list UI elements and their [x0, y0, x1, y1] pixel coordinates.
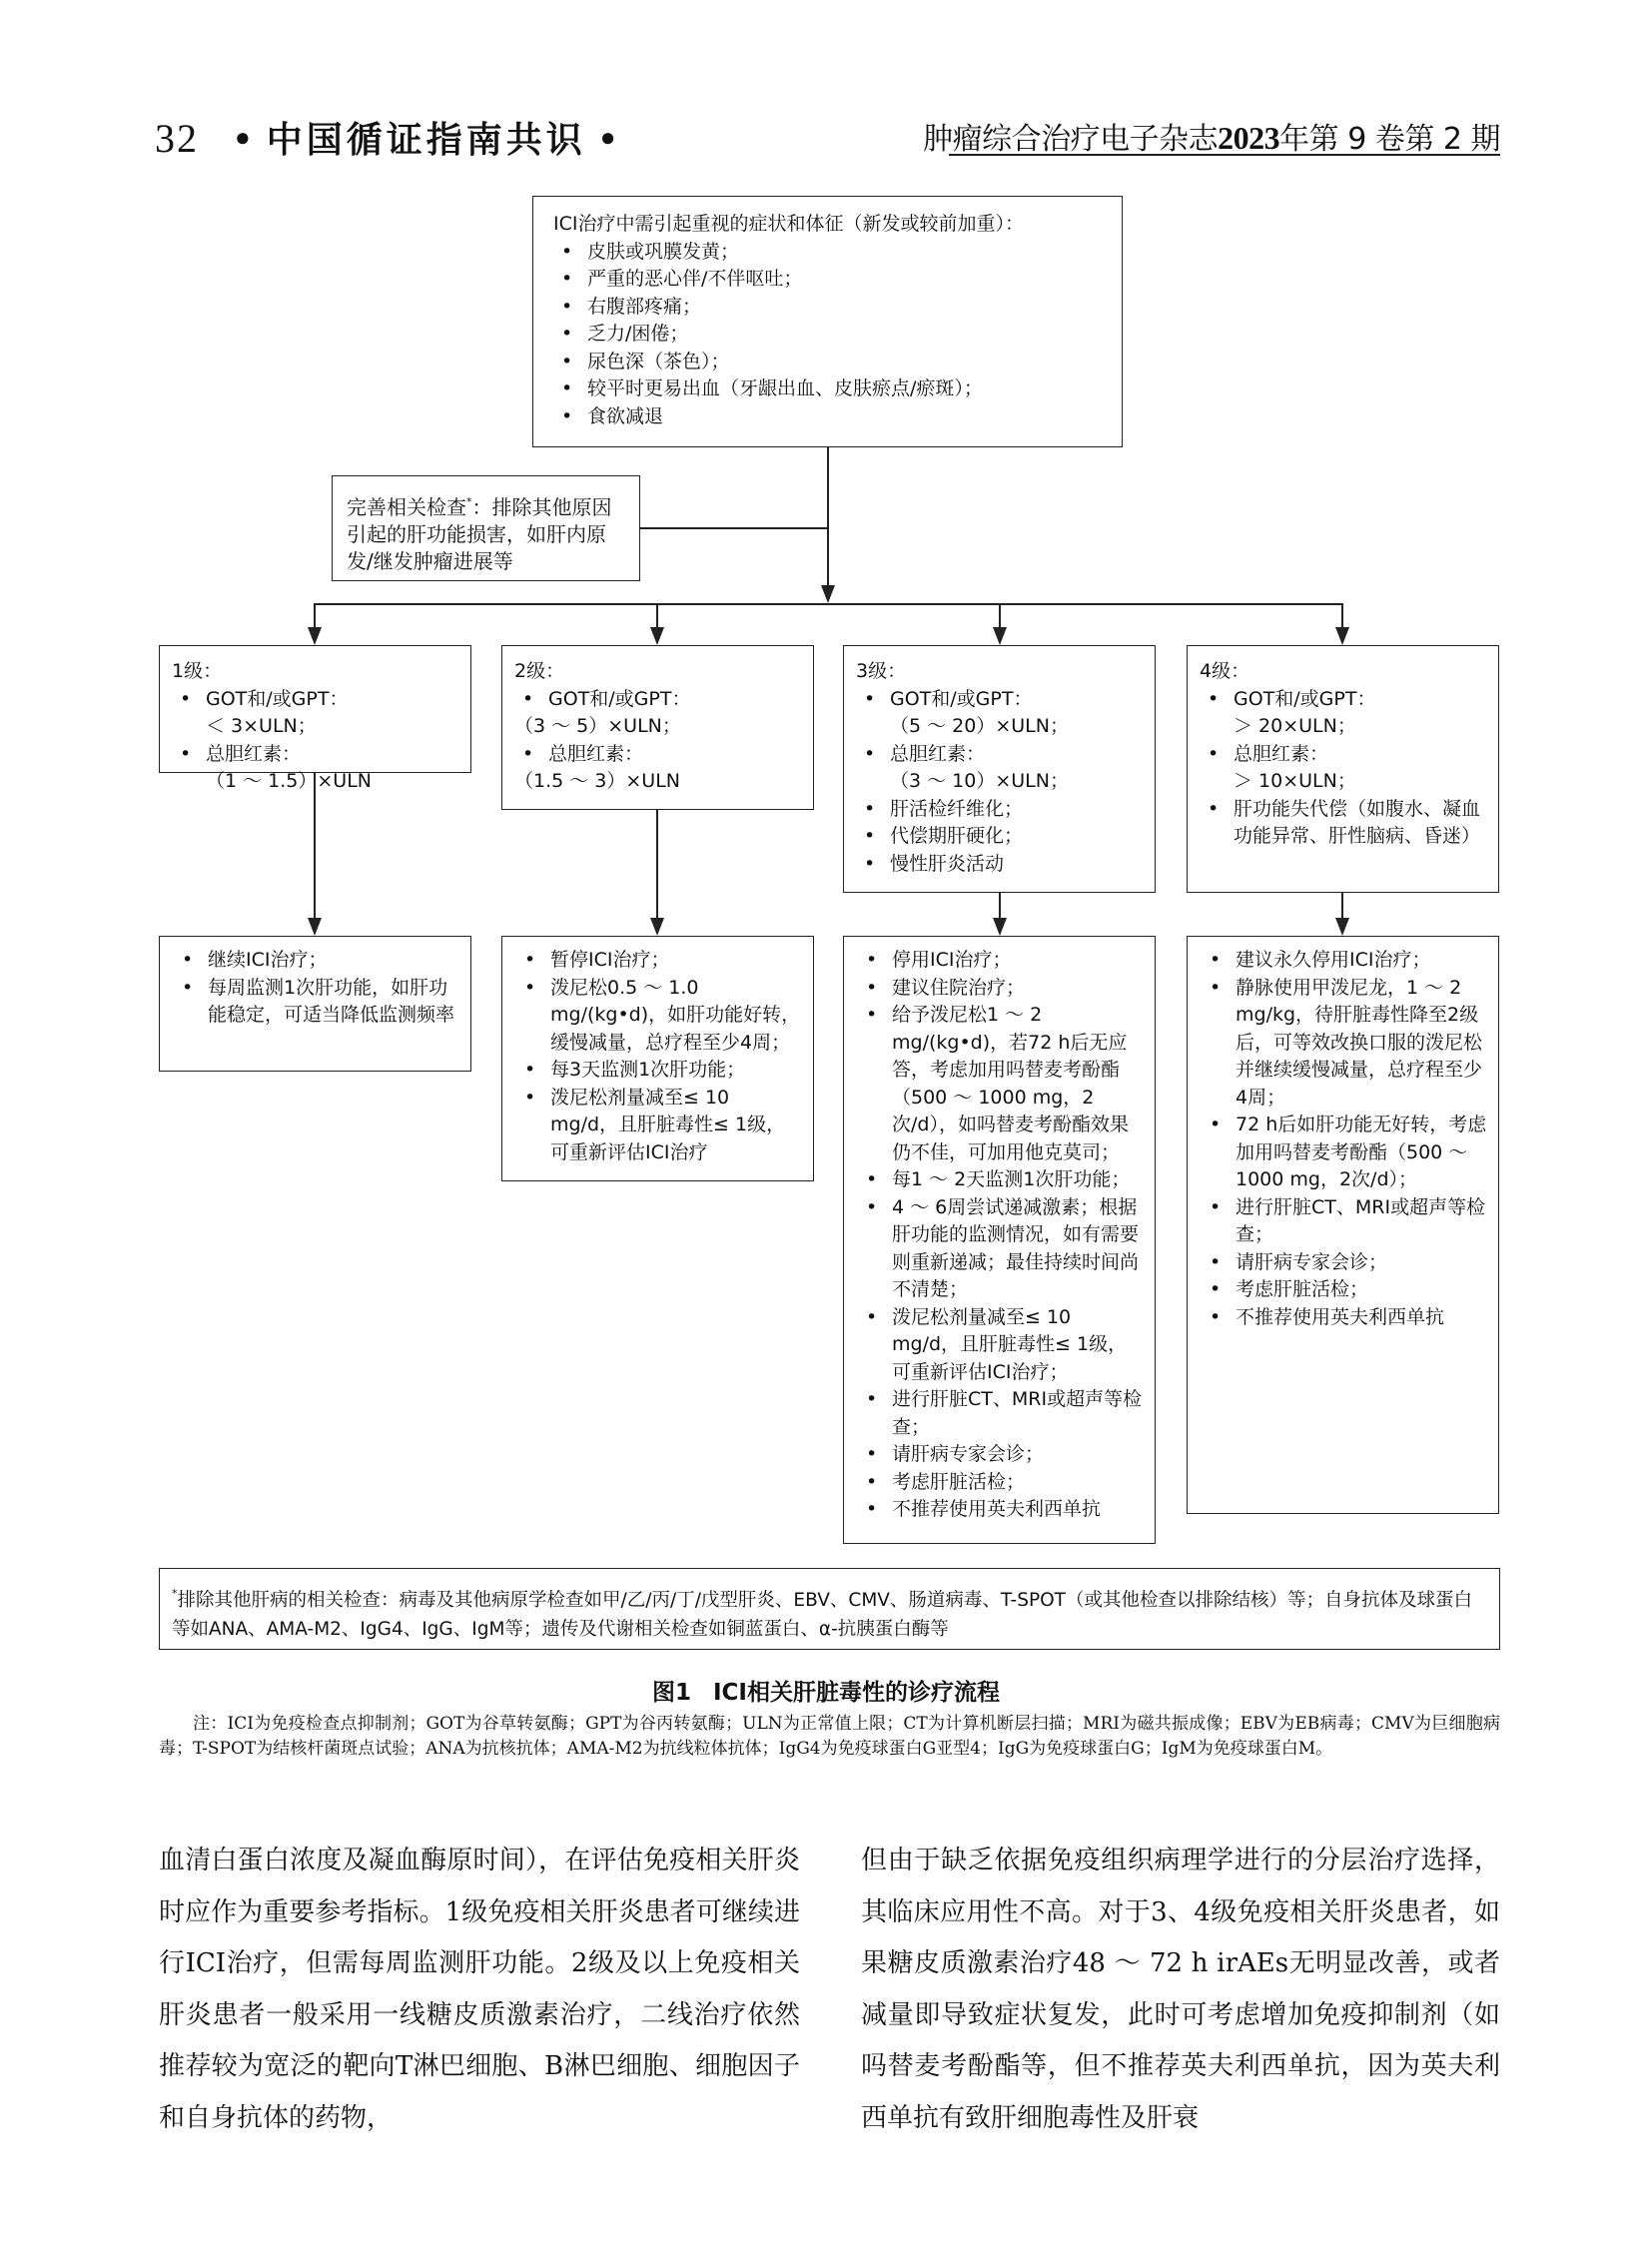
grade-title: 2级： [514, 660, 565, 682]
arrow-down-icon [993, 627, 1007, 645]
management-item: • 考虑肝脏活检； [858, 1469, 1145, 1497]
connector-line [656, 603, 658, 628]
management-item: • 进行肝脏CT、MRI或超声等检查； [858, 1386, 1145, 1441]
grade-2-box [501, 645, 814, 810]
grade-criterion: • 总胆红素： [856, 741, 1145, 769]
connector-line [999, 603, 1001, 628]
figure-label: 图1 [651, 1680, 691, 1706]
figure-title: ICI相关肝脏毒性的诊疗流程 [713, 1680, 1000, 1706]
section-title: 中国循证指南共识 [266, 120, 586, 161]
footnote-marker: * [172, 1587, 178, 1600]
running-header-right [923, 114, 1500, 158]
grade-criterion: • 肝活检纤维化； [856, 796, 1145, 824]
management-item: • 停用ICI治疗； [858, 947, 1145, 975]
grade-criterion: • 总胆红素： [1200, 741, 1488, 769]
management-item: • 给予泼尼松1 ～ 2 mg/(kg•d)，若72 h后无应答，考虑加用吗替麦考酚酯（500 ～ 1000 mg，2次/d），如吗替麦考酚酯效果仍不佳，可加用他克莫司； [858, 1002, 1145, 1166]
footnote-text: 排除其他肝病的相关检查：病毒及其他病原学检查如甲/乙/丙/丁/戊型肝炎、EBV、CMV、肠道病毒、T-SPOT（或其他检查以排除结核）等；自身抗体及球蛋白等如ANA、AMA-M2、IgG4、IgG、IgM等；遗传及代谢相关检查如铜蓝蛋白、α-抗胰蛋白酶等 [172, 1590, 1472, 1640]
arrow-down-icon [821, 585, 835, 603]
symptom-item: • 食欲减退 [553, 403, 1102, 431]
arrow-down-icon [1335, 918, 1349, 936]
grade-criterion-value: （3 ～ 5）×ULN； [514, 715, 681, 737]
running-header-left [155, 112, 631, 163]
grade-criterion-value: （5 ～ 20）×ULN； [890, 715, 1069, 737]
bullet-dot-icon: ● [235, 123, 253, 152]
journal-name: 肿瘤综合治疗电子杂志 [923, 122, 1219, 157]
symptom-item: • 尿色深（茶色）； [553, 349, 1102, 376]
grade-criterion: • 肝功能失代偿（如腹水、凝血功能异常、肝性脑病、昏迷） [1200, 796, 1488, 851]
management-item: • 暂停ICI治疗； [516, 947, 803, 975]
journal-volume-issue: 年第 9 卷第 2 期 [1279, 122, 1500, 157]
figure-caption [0, 1674, 1652, 1707]
grade-1-management-box [159, 936, 471, 1072]
grade-criterion-value: （1 ～ 1.5）×ULN [206, 770, 373, 792]
management-item: • 每周监测1次肝功能，如肝功能稳定，可适当降低监测频率 [174, 975, 460, 1030]
symptoms-box [532, 196, 1123, 447]
arrow-down-icon [308, 627, 322, 645]
management-item: • 每1 ～ 2天监测1次肝功能； [858, 1166, 1145, 1194]
body-text-left-column: 血清白蛋白浓度及凝血酶原时间），在评估免疫相关肝炎时应作为重要参考指标。1级免疫相关肝炎患者可继续进行ICI治疗，但需每周监测肝功能。2级及以上免疫相关肝炎患者一般采用一线糖皮质激素治疗，二线治疗依然推荐较为宽泛的靶向T淋巴细胞、B淋巴细胞、细胞因子和自身抗体的药物， [159, 1846, 800, 2133]
management-item: • 请肝病专家会诊； [1202, 1249, 1488, 1277]
management-item: • 72 h后如肝功能无好转，考虑加用吗替麦考酚酯（500 ～ 1000 mg，2次/d）； [1202, 1112, 1488, 1194]
grade-criterion-value: （3 ～ 10）×ULN； [890, 770, 1069, 792]
grade-4-box [1187, 645, 1499, 893]
management-item: • 不推荐使用英夫利西单抗 [858, 1496, 1145, 1524]
grade-4-management-box [1187, 936, 1499, 1514]
symptom-item: • 右腹部疼痛； [553, 294, 1102, 322]
grade-criterion-value: ＞ 10×ULN； [1234, 770, 1356, 792]
management-item: • 考虑肝脏活检； [1202, 1276, 1488, 1304]
management-item: • 每3天监测1次肝功能； [516, 1057, 803, 1085]
connector-line [656, 810, 658, 919]
body-text-right-column: 但由于缺乏依据免疫组织病理学进行的分层治疗选择，其临床应用性不高。对于3、4级免疫相关肝炎患者，如果糖皮质激素治疗48 ～ 72 h irAEs无明显改善，或者减量即导致症状复发，此时可考虑增加免疫抑制剂（如吗替麦考酚酯等，但不推荐英夫利西单抗，因为英夫利西单抗有致肝细胞毒性及肝衰 [861, 1846, 1500, 2133]
arrow-down-icon [650, 918, 664, 936]
connector-line [314, 603, 1343, 605]
grade-criterion-value: ＜ 3×ULN； [206, 715, 317, 737]
header-rule [949, 154, 1500, 156]
grade-criterion: • 总胆红素： [172, 741, 460, 769]
grade-1-box [159, 645, 471, 792]
journal-year: 2023 [1218, 120, 1280, 156]
symptom-item: • 乏力/困倦； [553, 321, 1102, 349]
management-item: • 建议住院治疗； [858, 975, 1145, 1003]
grade-criterion: • 代偿期肝硬化； [856, 823, 1145, 851]
connector-line [1341, 893, 1343, 919]
connector-line [827, 447, 829, 586]
symptom-item: • 严重的恶心伴/不伴呕吐； [553, 266, 1102, 294]
management-item: • 泼尼松0.5 ～ 1.0 mg/(kg•d)，如肝功能好转，缓慢减量，总疗程至少4周； [516, 975, 803, 1058]
page-number: 32 [155, 116, 199, 161]
management-item: • 静脉使用甲泼尼龙，1 ～ 2 mg/kg，待肝脏毒性降至2级后，可等效改换口服的泼尼松并继续缓慢减量，总疗程至少4周； [1202, 975, 1488, 1113]
workup-text: 完善相关检查 [347, 495, 466, 519]
connector-line [314, 603, 316, 628]
grade-criterion-value: （1.5 ～ 3）×ULN [514, 770, 681, 792]
grade-3-box [843, 645, 1156, 893]
arrow-down-icon [308, 918, 322, 936]
symptoms-title: ICI治疗中需引起重视的症状和体征（新发或较前加重）： [553, 213, 1024, 235]
grade-title: 4级： [1200, 660, 1250, 682]
management-item: • 继续ICI治疗； [174, 947, 460, 975]
footnote-marker: * [466, 495, 472, 508]
symptom-item: • 皮肤或巩膜发黄； [553, 239, 1102, 267]
grade-criterion: • GOT和/或GPT： [172, 686, 460, 714]
grade-criterion: • GOT和/或GPT： [1200, 686, 1488, 714]
grade-2-management-box [501, 936, 814, 1181]
bullet-dot-icon: ● [599, 123, 618, 152]
workup-box [332, 475, 640, 581]
management-item: • 进行肝脏CT、MRI或超声等检查； [1202, 1194, 1488, 1249]
symptom-item: • 较平时更易出血（牙龈出血、皮肤瘀点/瘀斑）； [553, 375, 1102, 403]
grade-criterion: • 慢性肝炎活动 [856, 851, 1145, 879]
grade-criterion: • GOT和/或GPT： [514, 686, 803, 714]
workup-text-rest: ：排除其他原因引起的肝功能损害，如肝内原发/继发肿瘤进展等 [347, 495, 612, 573]
arrow-down-icon [993, 918, 1007, 936]
arrow-down-icon [650, 627, 664, 645]
grade-criterion: • 总胆红素： [514, 741, 803, 769]
management-item: • 泼尼松剂量减至≤ 10 mg/d，且肝脏毒性≤ 1级，可重新评估ICI治疗 [516, 1085, 803, 1167]
connector-line [1341, 603, 1343, 628]
management-item: • 泼尼松剂量减至≤ 10 mg/d，且肝脏毒性≤ 1级，可重新评估ICI治疗； [858, 1304, 1145, 1387]
management-item: • 4 ～ 6周尝试递减激素；根据肝功能的监测情况，如有需要则重新递减；最佳持续时间尚不清楚； [858, 1194, 1145, 1304]
grade-title: 1级： [172, 660, 223, 682]
grade-criterion: • GOT和/或GPT： [856, 686, 1145, 714]
figure-notes: 注：ICI为免疫检查点抑制剂；GOT为谷草转氨酶；GPT为谷丙转氨酶；ULN为正常值上限；CT为计算机断层扫描；MRI为磁共振成像；EBV为EB病毒；CMV为巨细胞病毒；T-SPOT为结核杆菌斑点试验；ANA为抗核抗体；AMA-M2为抗线粒体抗体；IgG4为免疫球蛋白G亚型4；IgG为免疫球蛋白G；IgM为免疫球蛋白M。 [159, 1714, 1500, 1759]
footnote-box [159, 1568, 1500, 1650]
grade-criterion-value: ＞ 20×ULN； [1234, 715, 1356, 737]
management-item: • 请肝病专家会诊； [858, 1441, 1145, 1469]
management-item: • 不推荐使用英夫利西单抗 [1202, 1304, 1488, 1332]
management-item: • 建议永久停用ICI治疗； [1202, 947, 1488, 975]
grade-3-management-box [843, 936, 1156, 1544]
connector-line [999, 893, 1001, 919]
arrow-down-icon [1335, 627, 1349, 645]
connector-line [640, 527, 828, 529]
grade-title: 3级： [856, 660, 907, 682]
